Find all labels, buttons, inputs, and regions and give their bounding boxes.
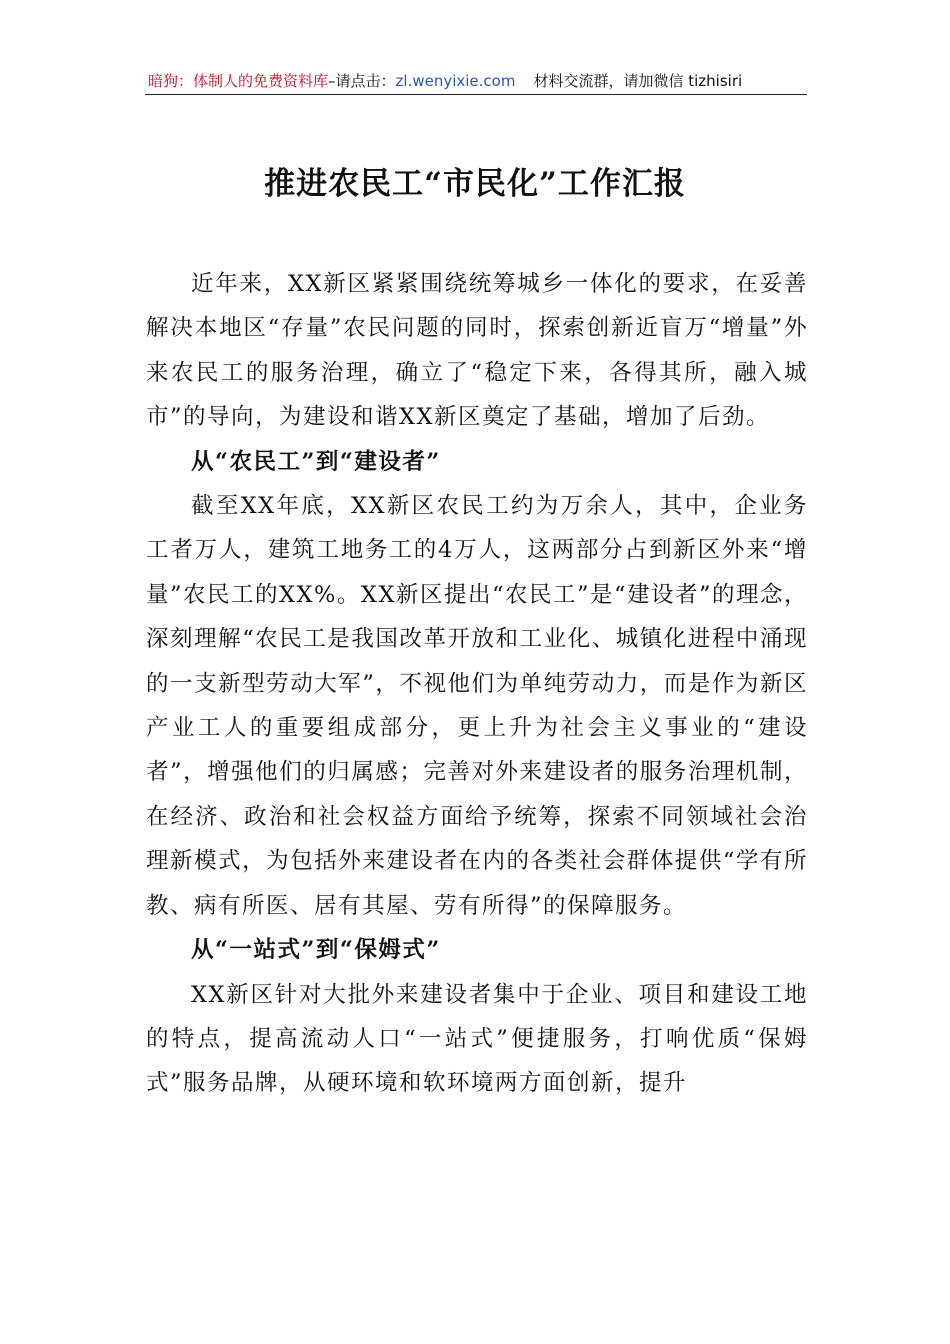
header-wechat-note: 材料交流群，请加微信 tizhisiri [533, 72, 743, 90]
header-url-link[interactable]: zl.wenyixie.com [395, 72, 516, 90]
header-site-name: 暗狗：体制人的免费资料库 [148, 72, 329, 90]
section-heading: 从“一站式”到“保姆式” [191, 937, 441, 964]
section-paragraph: XX新区针对大批外来建设者集中于企业、项目和建设工地的特点，提高流动人口“一站式”便捷服务，打响优质“保姆式”服务品牌，从硬环境和软环境两方面创新，提升 [146, 981, 808, 1097]
section-paragraph: 截至XX年底，XX新区农民工约为万余人，其中，企业务工者万人，建筑工地务工的4万人，这两部分占到新区外来“增量”农民工的XX%。XX新区提出“农民工”是“建设者”的理念，深刻理解“农民工是我国改革开放和工业化、城镇化进程中涌现的一支新型劳动大军”，不视他们为单纯劳动力，而是作为新区产业工人的重要组成部分，更上升为社会主义事业的“建设者”，增强他们的归属感；完善对外来建设者的服务治理机制，在经济、政治和社会权益方面给予统筹，探索不同领域社会治理新模式，为包括外来建设者在内的各类社会群体提供“学有所教、病有所医、居有其屋、劳有所得”的保障服务。 [146, 493, 808, 919]
document-header [148, 70, 808, 96]
document-title: 推进农民工“市民化”工作汇报 [264, 166, 686, 202]
section-heading: 从“农民工”到“建设者” [191, 448, 441, 475]
header-click-prompt: –请点击： [328, 72, 396, 90]
intro-paragraph: 近年来，XX新区紧紧围绕统筹城乡一体化的要求，在妥善解决本地区“存量”农民问题的同时，探索创新近盲万“增量”外来农民工的服务治理，确立了“稳定下来，各得其所，融入城市”的导向，为建设和谐XX新区奠定了基础，增加了后劲。 [146, 271, 808, 431]
document-body [146, 262, 808, 1106]
header-divider [145, 94, 807, 95]
